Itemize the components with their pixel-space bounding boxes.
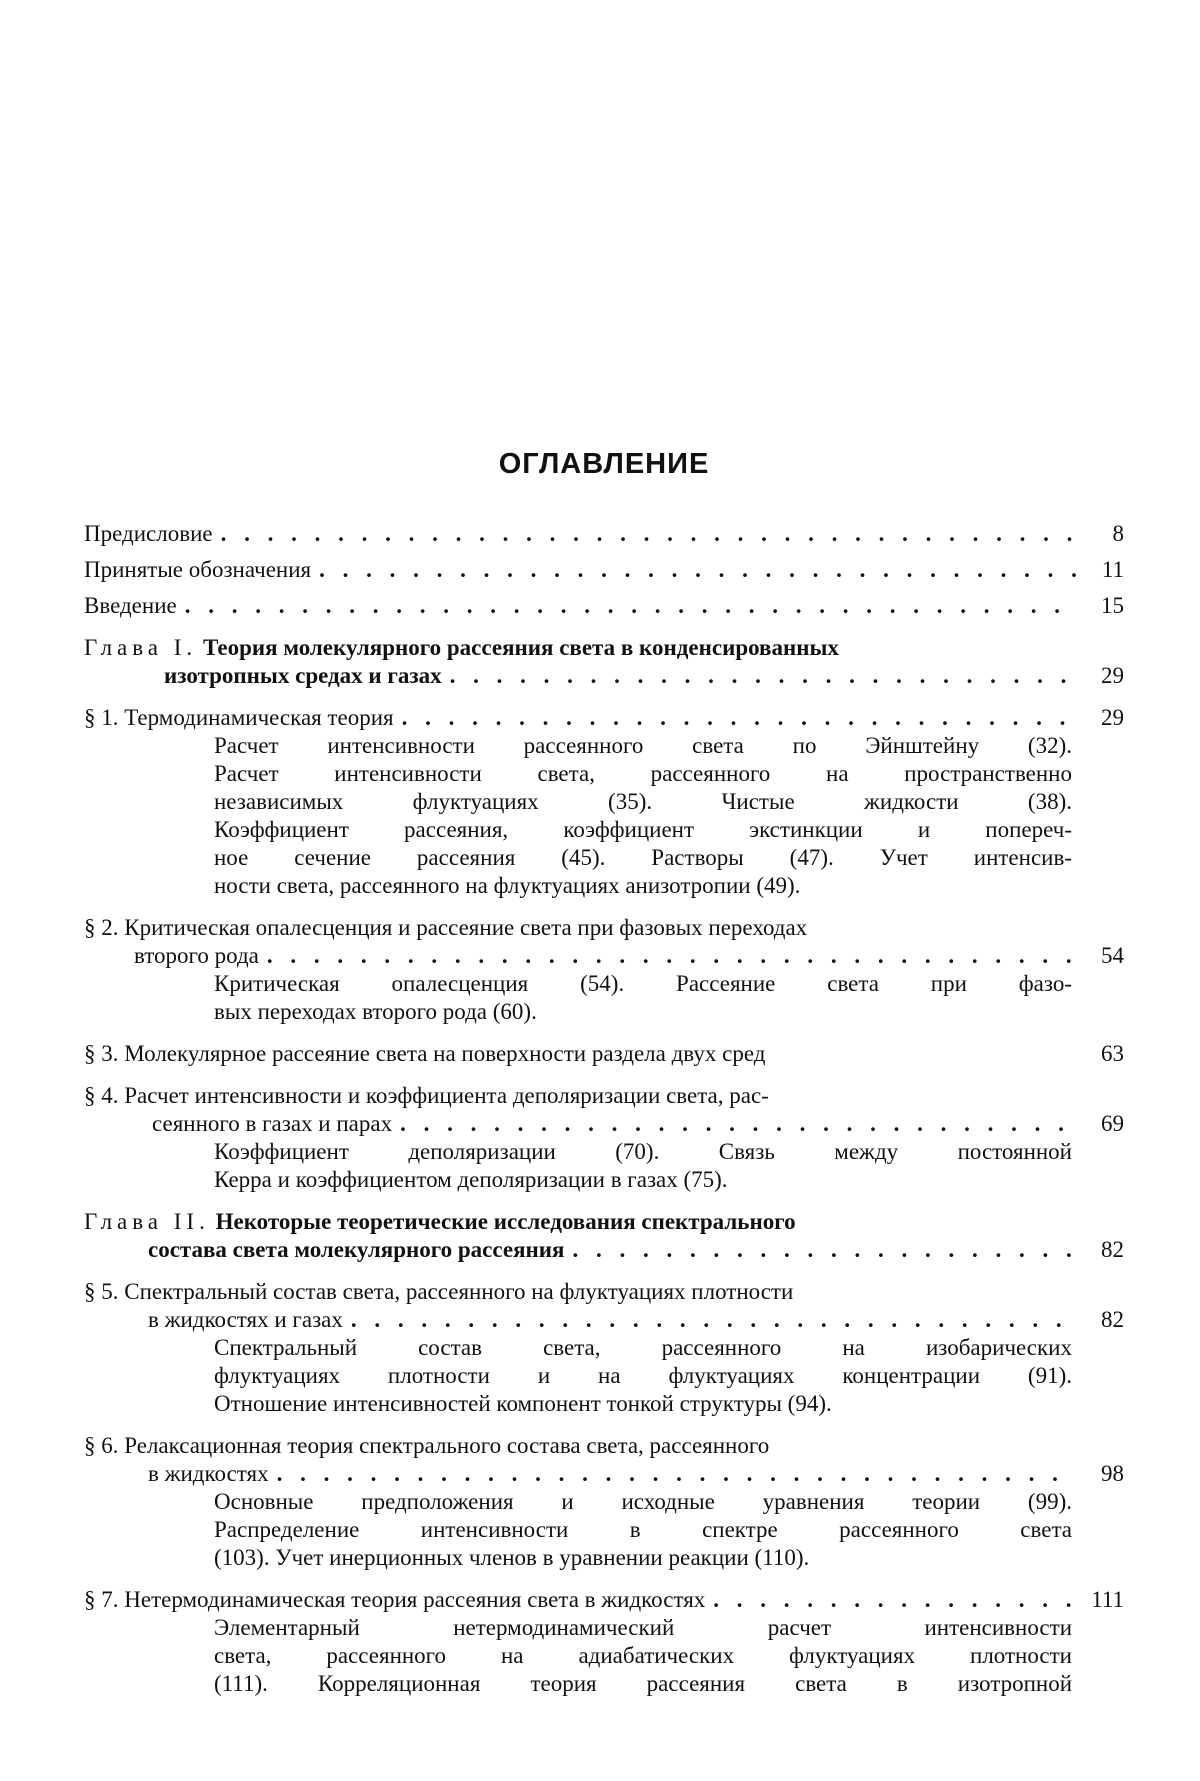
page-number: 8	[1112, 521, 1124, 546]
entry-text: Предисловие	[84, 521, 213, 546]
chapter-title-cont: изотропных средах и газах	[164, 663, 442, 688]
chapter-prefix: Глава II.	[84, 1209, 210, 1234]
page-number: 15	[1101, 593, 1124, 618]
section-title-cont: второго рода	[134, 943, 259, 968]
summary-line: Расчет интенсивности рассеянного света по Эйнштейну (32).	[214, 733, 1072, 758]
summary-line: Элементарный нетермодинамический расчет интенсивности	[214, 1615, 1072, 1640]
toc-section-6	[84, 1432, 1124, 1572]
toc-section-7	[84, 1586, 1124, 1698]
toc-section-1	[84, 704, 1124, 900]
summary-line: Керра и коэффициентом деполяризации в газах (75).	[214, 1167, 728, 1192]
entry-text: Введение	[84, 593, 177, 618]
summary-line: Коэффициент деполяризации (70). Связь между постоянной	[214, 1139, 1072, 1164]
summary-line: (111). Корреляционная теория рассеяния света в изотропной	[214, 1671, 1072, 1696]
leader-dots	[713, 1586, 1076, 1614]
section-title: § 2. Критическая опалесценция и рассеяние света при фазовых переходах	[84, 915, 808, 940]
summary-line: Коэффициент рассеяния, коэффициент экстинкции и попереч-	[214, 817, 1072, 842]
leader-dots	[402, 704, 1076, 732]
page-number: 29	[1101, 663, 1124, 688]
toc-entry-preface	[84, 520, 1124, 548]
toc-chapter-2	[84, 1208, 1124, 1264]
leader-dots	[400, 1110, 1076, 1138]
section-summary	[84, 732, 1124, 900]
section-title: § 1. Термодинамическая теория	[84, 705, 394, 730]
section-summary	[84, 1138, 1124, 1194]
chapter-title-cont: состава света молекулярного рассеяния	[148, 1237, 565, 1262]
summary-line: Отношение интенсивностей компонент тонкой структуры (94).	[214, 1391, 832, 1416]
summary-line: Основные предположения и исходные уравнения теории (99).	[214, 1489, 1072, 1514]
chapter-title: Некоторые теоретические исследования спектрального	[215, 1209, 796, 1234]
section-summary	[84, 970, 1124, 1026]
page-number: 82	[1101, 1307, 1124, 1332]
section-summary	[84, 1614, 1124, 1698]
section-title: § 3. Молекулярное рассеяние света на поверхности раздела двух сред	[84, 1041, 766, 1066]
toc-section-5	[84, 1278, 1124, 1418]
entry-text: Принятые обозначения	[84, 557, 312, 582]
table-of-contents	[84, 520, 1124, 1698]
section-title-cont: сеянного в газах и парах	[152, 1111, 393, 1136]
leader-dots	[185, 592, 1076, 620]
summary-line: ное сечение рассеяния (45). Растворы (47). Учет интенсив-	[214, 845, 1072, 870]
summary-line: (103). Учет инерционных членов в уравнении реакции (110).	[214, 1545, 810, 1570]
chapter-prefix: Глава I.	[84, 635, 198, 660]
leader-dots	[319, 556, 1076, 584]
toc-section-4	[84, 1082, 1124, 1194]
summary-line: вых переходах второго рода (60).	[214, 999, 537, 1024]
summary-line: Спектральный состав света, рассеянного на изобарических	[214, 1335, 1072, 1360]
page-number: 29	[1101, 705, 1124, 730]
page-number: 98	[1101, 1461, 1124, 1486]
page-number: 54	[1101, 943, 1124, 968]
leader-dots	[351, 1306, 1076, 1334]
summary-line: флуктуациях плотности и на флуктуациях концентрации (91).	[214, 1363, 1072, 1388]
page-title: ОГЛАВЛЕНИЕ	[498, 448, 710, 480]
page-number: 82	[1101, 1237, 1124, 1262]
section-title: § 4. Расчет интенсивности и коэффициента деполяризации света, рас-	[84, 1083, 769, 1108]
toc-section-2	[84, 914, 1124, 1026]
summary-line: независимых флуктуациях (35). Чистые жидкости (38).	[214, 789, 1072, 814]
section-title: § 6. Релаксационная теория спектрального состава света, рассеянного	[84, 1433, 770, 1458]
summary-line: Расчет интенсивности света, рассеянного на пространственно	[214, 761, 1072, 786]
leader-dots	[267, 942, 1076, 970]
toc-chapter-1	[84, 634, 1124, 690]
summary-line: Распределение интенсивности в спектре рассеянного света	[214, 1517, 1072, 1542]
summary-line: Критическая опалесценция (54). Рассеяние света при фазо-	[214, 971, 1072, 996]
toc-entry-notation	[84, 556, 1124, 584]
leader-dots	[450, 662, 1076, 690]
section-title-cont: в жидкостях и газах	[148, 1307, 343, 1332]
page-number: 69	[1101, 1111, 1124, 1136]
toc-entry-intro	[84, 592, 1124, 620]
summary-line: света, рассеянного на адиабатических флуктуациях плотности	[214, 1643, 1072, 1668]
chapter-title: Теория молекулярного рассеяния света в конденсированных	[202, 635, 839, 660]
page-number: 63	[1101, 1041, 1124, 1066]
summary-line: ности света, рассеянного на флуктуациях анизотропии (49).	[214, 873, 801, 898]
section-title: § 5. Спектральный состав света, рассеянного на флуктуациях плотности	[84, 1279, 794, 1304]
section-summary	[84, 1334, 1124, 1418]
section-summary	[84, 1488, 1124, 1572]
leader-dots	[572, 1236, 1076, 1264]
section-title-cont: в жидкостях	[148, 1461, 269, 1486]
page-number: 11	[1101, 557, 1124, 582]
leader-dots	[277, 1460, 1076, 1488]
leader-dots	[221, 520, 1076, 548]
section-title: § 7. Нетермодинамическая теория рассеяния света в жидкостях	[84, 1587, 706, 1612]
toc-section-3	[84, 1040, 1124, 1068]
page-number: 111	[1091, 1587, 1124, 1612]
